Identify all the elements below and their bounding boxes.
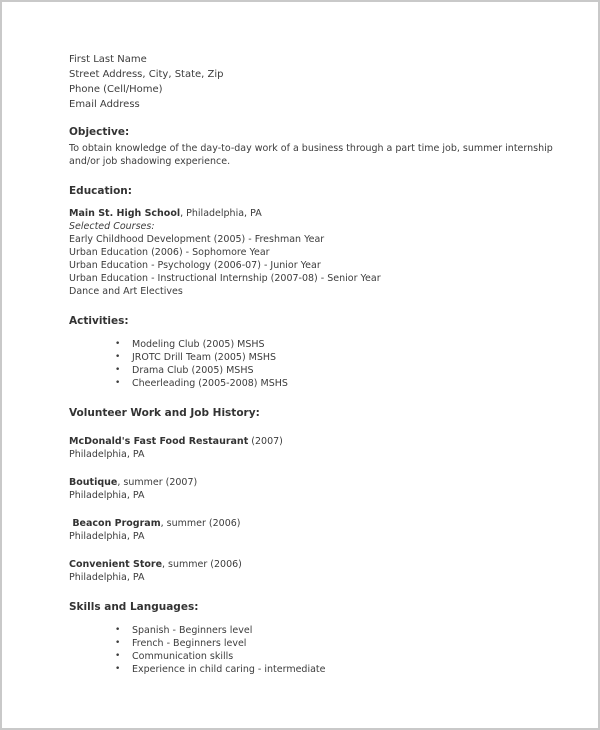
bullet-icon: • — [115, 365, 121, 375]
job-location: Philadelphia, PA — [69, 531, 145, 542]
job-location: Philadelphia, PA — [69, 490, 145, 501]
objective-heading: Objective: — [69, 126, 130, 138]
skills-item-text: French - Beginners level — [132, 638, 247, 649]
bullet-icon: • — [115, 664, 121, 674]
activities-item-text: Drama Club (2005) MSHS — [132, 365, 254, 376]
job-entry — [69, 476, 568, 502]
skills-list-item — [115, 663, 568, 676]
skills-heading: Skills and Languages: — [69, 601, 199, 613]
skills-item-text: Communication skills — [132, 651, 234, 662]
bullet-icon: • — [115, 625, 121, 635]
job-entry — [69, 435, 568, 461]
education-course: Early Childhood Development (2005) - Freshman Year — [69, 234, 325, 245]
skills-list-item — [115, 624, 568, 637]
job-title-line — [69, 476, 568, 489]
activities-list-item — [115, 338, 568, 351]
activities-list-item — [115, 364, 568, 377]
job-title-line — [69, 435, 568, 448]
job-title-line — [69, 517, 568, 530]
job-name: Boutique — [69, 477, 118, 488]
objective-text: To obtain knowledge of the day-to-day work of a business through a part time job, summer internship and/or job shadowing experience. — [69, 143, 553, 167]
job-detail: (2007) — [248, 436, 283, 447]
bullet-icon: • — [115, 638, 121, 648]
contact-block — [69, 52, 568, 112]
job-name: Beacon Program — [69, 518, 161, 529]
bullet-icon: • — [115, 339, 121, 349]
activities-item-text: Cheerleading (2005-2008) MSHS — [132, 378, 288, 389]
activities-list-item — [115, 351, 568, 364]
skills-list — [115, 624, 568, 676]
job-entry — [69, 517, 568, 543]
education-courses-label: Selected Courses: — [69, 221, 155, 232]
job-detail: , summer (2006) — [160, 518, 241, 529]
bullet-icon: • — [115, 352, 121, 362]
job-name: Convenient Store — [69, 559, 163, 570]
contact-address: Street Address, City, State, Zip — [69, 69, 224, 80]
activities-item-text: JROTC Drill Team (2005) MSHS — [132, 352, 277, 363]
education-course: Urban Education (2006) - Sophomore Year — [69, 247, 270, 258]
bullet-icon: • — [115, 651, 121, 661]
bullet-icon: • — [115, 378, 121, 388]
work-history-heading: Volunteer Work and Job History: — [69, 407, 260, 419]
contact-name: First Last Name — [69, 54, 147, 65]
contact-phone: Phone (Cell/Home) — [69, 84, 163, 95]
job-name: McDonald's Fast Food Restaurant — [69, 436, 249, 447]
education-course: Urban Education - Psychology (2006-07) - Junior Year — [69, 260, 321, 271]
job-detail: , summer (2006) — [162, 559, 242, 570]
education-school-name: Main St. High School — [69, 208, 181, 219]
job-title-line — [69, 558, 568, 571]
education-school-location: , Philadelphia, PA — [180, 208, 262, 219]
skills-item-text: Experience in child caring - intermediate — [132, 664, 326, 675]
skills-list-item — [115, 650, 568, 663]
activities-heading: Activities: — [69, 315, 129, 327]
education-course: Dance and Art Electives — [69, 286, 183, 297]
job-location: Philadelphia, PA — [69, 572, 145, 583]
education-heading: Education: — [69, 185, 132, 197]
education-course: Urban Education - Instructional Internship (2007-08) - Senior Year — [69, 273, 381, 284]
activities-item-text: Modeling Club (2005) MSHS — [132, 339, 265, 350]
job-location: Philadelphia, PA — [69, 449, 145, 460]
skills-item-text: Spanish - Beginners level — [132, 625, 253, 636]
job-entry — [69, 558, 568, 584]
activities-list — [115, 338, 568, 390]
contact-email: Email Address — [69, 99, 140, 110]
skills-list-item — [115, 637, 568, 650]
education-school-line — [69, 207, 568, 220]
resume-content — [2, 2, 598, 676]
job-detail: , summer (2007) — [117, 477, 198, 488]
activities-list-item — [115, 377, 568, 390]
